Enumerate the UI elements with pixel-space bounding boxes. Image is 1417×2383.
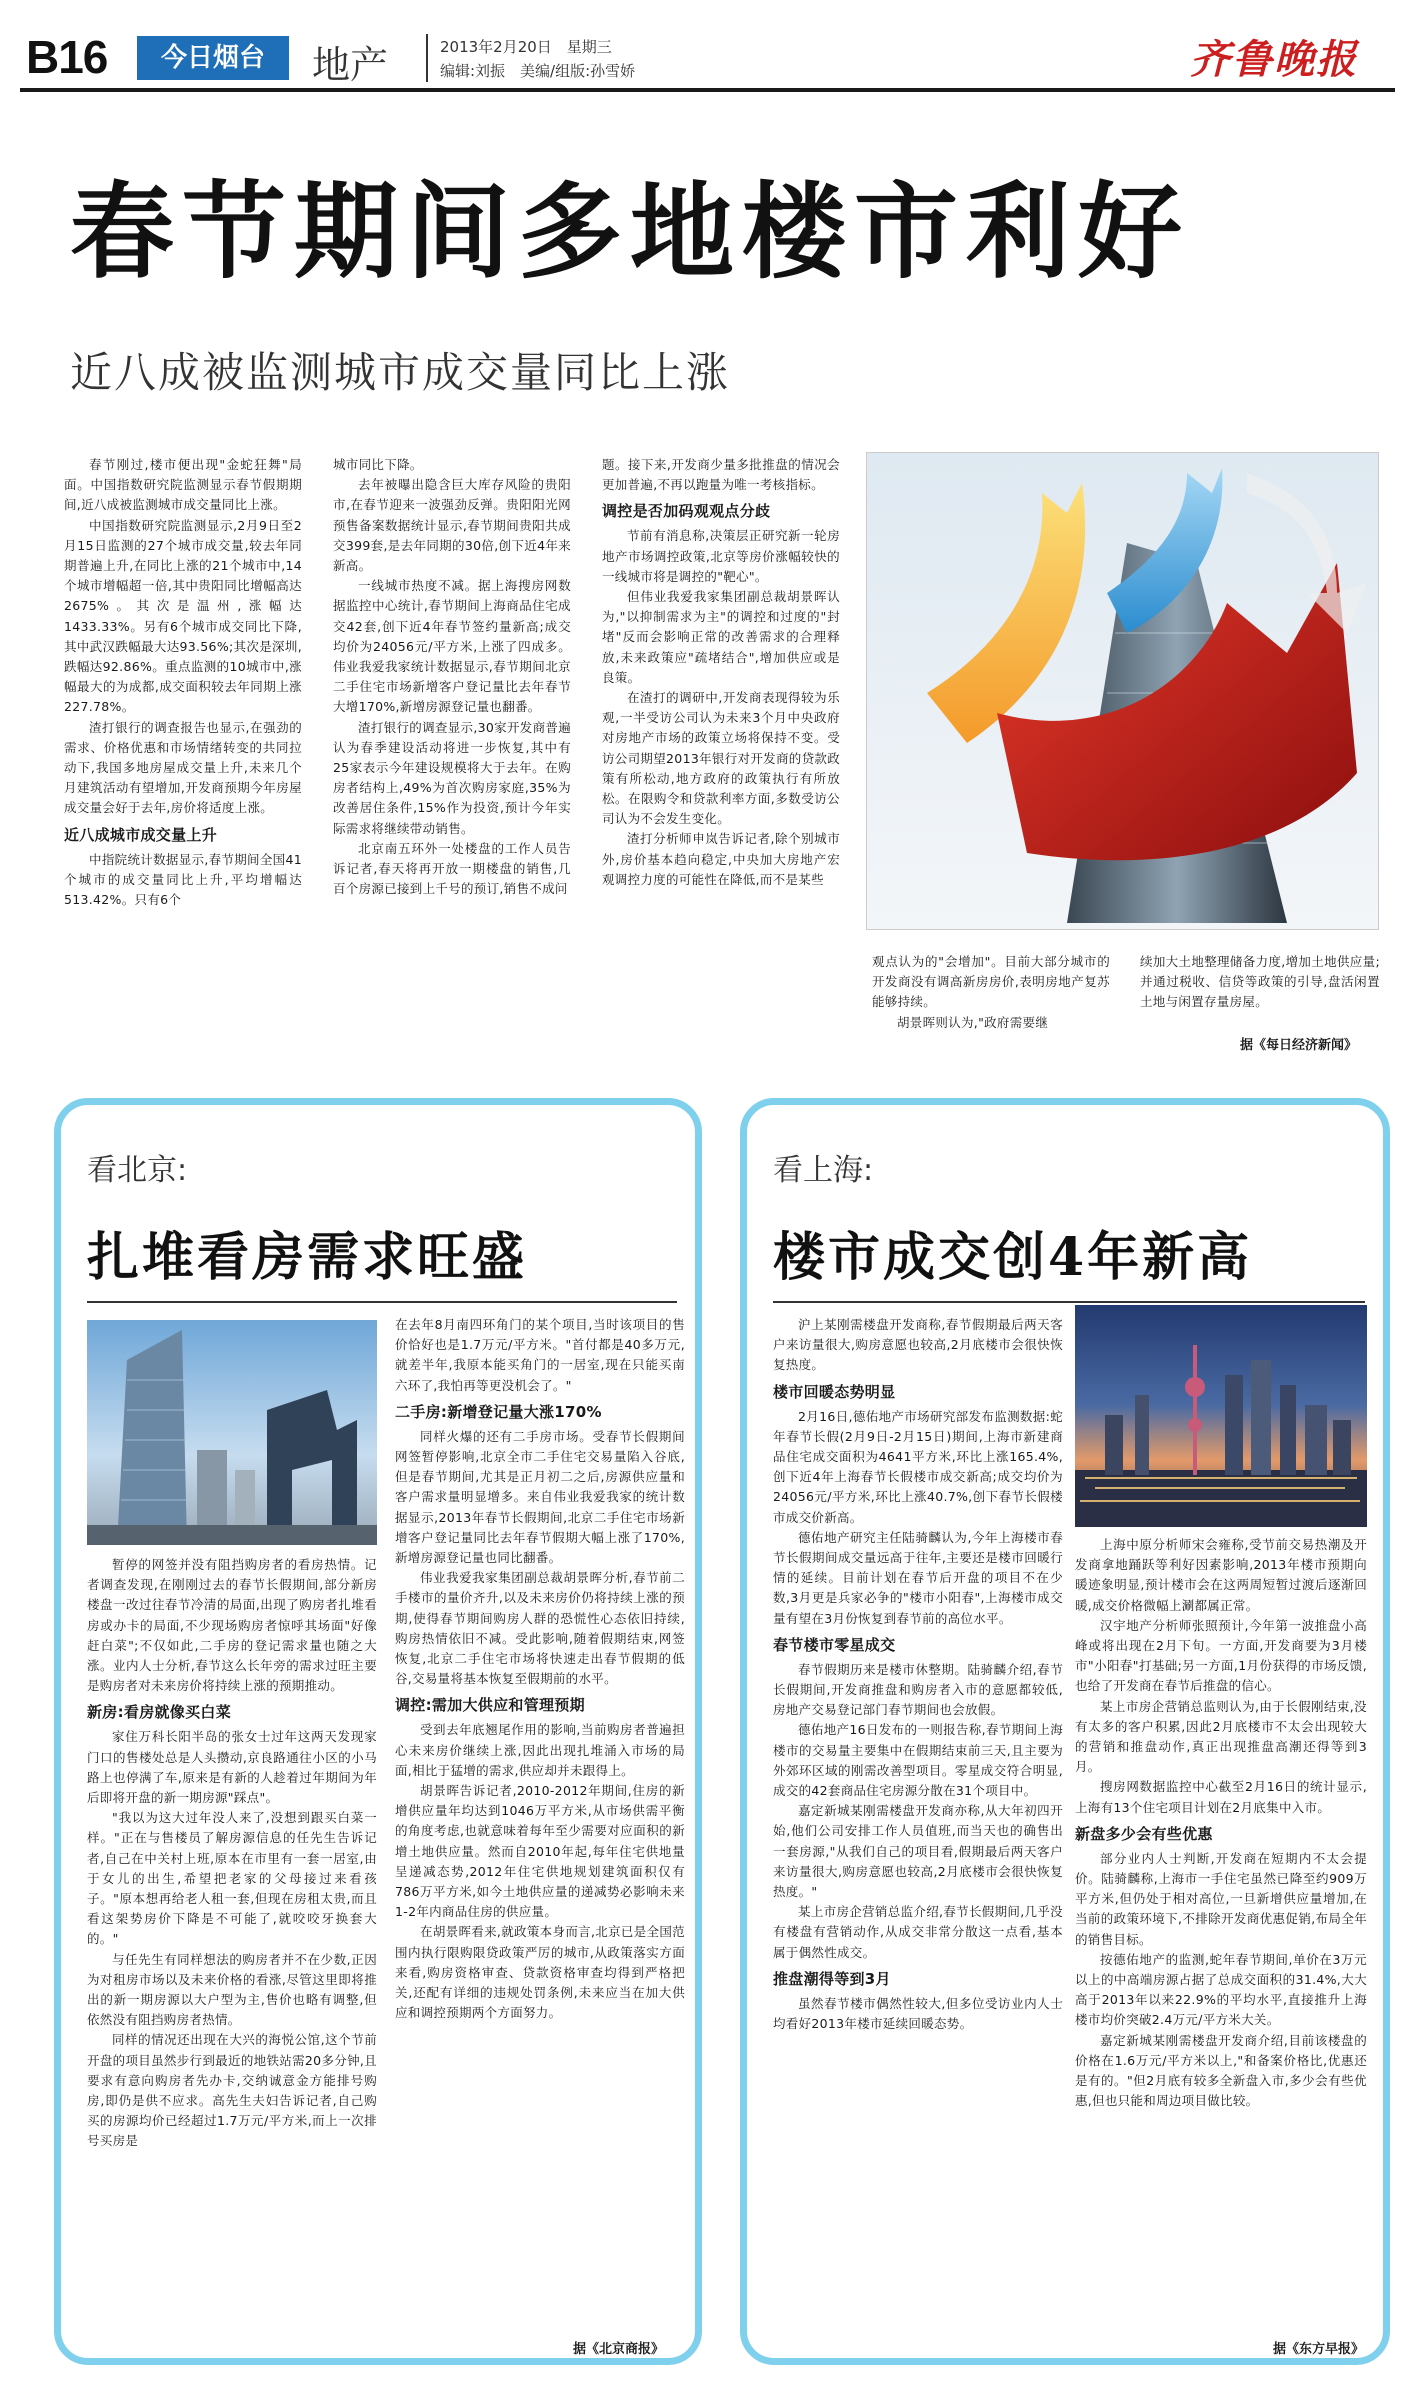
header-divider — [426, 34, 428, 82]
paragraph: 去年被曝出隐含巨大库存风险的贵阳市,在春节迎来一波强劲反弹。贵阳阳光网预售备案数据统计显示,春节期间贵阳共成交399套,是去年同期的30倍,创下近4年来新高。 — [333, 477, 571, 574]
paragraph: 按德佑地产的监测,蛇年春节期间,单价在3万元以上的中高端房源占据了总成交面积的31.4%,大大高于2013年以来22.9%的平均水平,直接推升上海楼市均价突破2.4万元/平方米大关。 — [1075, 1951, 1367, 2028]
beijing-col1 — [87, 1555, 377, 2355]
paragraph: 某上市房企营销总监介绍,春节长假期间,几乎没有楼盘有营销动作,从成交非常分散这一点看,基本属于偶然性成交。 — [773, 1904, 1063, 1960]
subhead: 新盘多少会有些优惠 — [1075, 1824, 1213, 1843]
subhead: 新房:看房就像买白菜 — [87, 1703, 231, 1722]
subhead: 楼市回暖态势明显 — [773, 1382, 896, 1401]
paragraph: 一线城市热度不减。据上海搜房网数据监控中心统计,春节期间上海商品住宅成交42套,创下近4年春节签约量新高;成交均价为24056元/平方米,上涨了四成多。伟业我爱我家统计数据显示,春节期间北京二手住宅市场新增客户登记量比去年春节大增170%,新增房源登记量也翻番。 — [333, 578, 571, 715]
paragraph: 受到去年底翘尾作用的影响,当前购房者普遍担心未来房价继续上涨,因此出现扎堆涌入市场的局面,相比于猛增的需求,供应却并未跟得上。 — [395, 1722, 685, 1778]
main-article-col1 — [64, 455, 302, 1070]
paragraph: 渣打银行的调查报告也显示,在强劲的需求、价格优惠和市场情绪转变的共同拉动下,我国多地房屋成交量上升,未来几个月建筑活动有望增加,开发商预期今年房屋成交量会好于去年,房价将适度上涨。 — [64, 719, 302, 816]
beijing-title: 扎堆看房需求旺盛 — [87, 1227, 528, 1288]
paragraph: 沪上某刚需楼盘开发商称,春节假期最后两天客户来访量很大,购房意愿也较高,2月底楼市会很快恢复热度。 — [773, 1317, 1063, 1373]
paragraph: 北京南五环外一处楼盘的工作人员告诉记者,春天将再开放一期楼盘的销售,几百个房源已接到上千号的预订,销售不成问 — [333, 840, 571, 897]
paragraph: 渣打银行的调查显示,30家开发商普遍认为春季建设活动将进一步恢复,其中有25家表示今年建设规模将大于去年。在购房者结构上,49%为首次购房家庭,35%为改善居住条件,15%作为投资,预计今年实际需求将继续带动销售。 — [333, 719, 571, 836]
subhead: 推盘潮得等到3月 — [773, 1969, 891, 1988]
shanghai-col2 — [1075, 1535, 1367, 2355]
paragraph: 嘉定新城某刚需楼盘开发商介绍,目前该楼盘的价格在1.6万元/平方米以上,"和备案价格比,优惠还是有的。"但2月底有较多全新盘入市,多少会有些优惠,但也只能和周边项目做比较。 — [1075, 2032, 1367, 2109]
paragraph: 暂停的网签并没有阻挡购房者的看房热情。记者调查发现,在刚刚过去的春节长假期间,部分新房楼盘一改过往春节冷清的局面,出现了购房者扎堆看房或办卡的局面,不少现场购房者惊呼其场面"好像赶白菜";不仅如此,二手房的登记需求量也随之大涨。业内人士分析,春节这么长年旁的需求过旺主要是购房者对未来房价将持续上涨的预期推动。 — [87, 1557, 377, 1694]
shanghai-source: 据《东方早报》 — [1273, 2342, 1365, 2357]
paragraph: 中指院统计数据显示,春节期间全国41个城市的成交量同比上升,平均增幅达513.42%。只有6个 — [64, 851, 302, 908]
paragraph: "我以为这大过年没人来了,没想到跟买白菜一样。"正在与售楼员了解房源信息的任先生告诉记者,自己在中关村上班,原本在市里有一套一居室,由于女儿的出生,希望把老家的父母接过来看孩子。"原本想再给老人租一套,但现在房租太贵,而且看这架势房价下降是不可能了,就咬咬牙换套大的。" — [87, 1810, 377, 1947]
paragraph: 上海中原分析师宋会雍称,受节前交易热潮及开发商拿地踊跃等利好因素影响,2013年楼市预期向暖迹象明显,预计楼市会在这两周短暂过渡后逐渐回暖,成交价格微幅上涮都属正常。 — [1075, 1537, 1367, 1613]
main-subheadline: 近八成被监测城市成交量同比上涨 — [70, 348, 731, 397]
paragraph: 胡景晖告诉记者,2010-2012年期间,住房的新增供应量年均达到1046万平方米,从市场供需平衡的角度考虑,也就意味着每年至少需要对应面积的新增土地供应量。然而自2010年起,每年住宅供地量呈递减态势,2012年住宅供地规划建筑面积仅有786万平方米,如今土地供应量的递减势必影响未来1-2年内商品住房的供应量。 — [395, 1783, 685, 1920]
column-name: 地产 — [312, 43, 389, 87]
paragraph: 嘉定新城某刚需楼盘开发商亦称,从大年初四开始,他们公司安排工作人员值班,而当天也的确售出一套房源,"从我们自己的项目看,假期最后两天客户来访量很大,购房意愿也较高,2月底楼市会很快恢复热度。" — [773, 1803, 1063, 1900]
header-date: 2013年2月20日 星期三 — [440, 38, 612, 56]
paragraph: 2月16日,德佑地产市场研究部发布监测数据:蛇年春节长假(2月9日-2月15日)期间,上海市新建商品住宅成交面积为4641平方米,环比上涨165.4%,创下近4年上海春节长假楼市成交新高;成交均价为24056元/平方米,环比上涨40.7%,创下春节长假楼市成交价新高。 — [773, 1408, 1063, 1525]
paragraph: 德佑地产16日发布的一则报告称,春节期间上海楼市的交易量主要集中在假期结束前三天,且主要为外郊环区域的刚需改善型项目。零星成交符合明显,成交的42套商品住宅房源分散在31个项目中。 — [773, 1722, 1063, 1799]
paragraph: 中国指数研究院监测显示,2月9日至2月15日监测的27个城市成交量,较去年同期普遍上升,在同比上涨的21个城市中,14个城市增幅超一倍,其中贵阳同比增幅高达2675%。其次是温州,涨幅达1433.33%。另有6个城市成交同比下降,其中武汉跌幅最大达93.56%;其次是深圳,跌幅达92.86%。重点监测的10城市中,涨幅最大的为成都,成交面积较去年同期上涨227.78%。 — [64, 517, 302, 715]
beijing-source: 据《北京商报》 — [573, 2342, 665, 2357]
paragraph: 渣打分析师申岚告诉记者,除个别城市外,房价基本趋向稳定,中央加大房地产宏观调控力度的可能性在降低,而不是某些 — [602, 831, 840, 887]
main-article-col4 — [872, 952, 1110, 1070]
paragraph: 春节刚过,楼市便出现"金蛇狂舞"局面。中国指数研究院监测显示春节假期期间,近八成被监测城市成交量同比上涨。 — [64, 457, 302, 513]
paragraph: 同样火爆的还有二手房市场。受春节长假期间网签暂停影响,北京全市二手住宅交易量陷入谷底,但是春节期间,尤其是正月初二之后,房源供应量和客户需求量明显增多。来自伟业我爱我家的统计数据显示,2013年春节长假期间,北京二手住宅市场新增客户登记量同比去年春节假期大幅上涨了170%,新增房源登记量也同比翻番。 — [395, 1428, 685, 1566]
shanghai-kicker: 看上海: — [773, 1153, 874, 1188]
subhead: 春节楼市零星成交 — [773, 1635, 896, 1654]
shanghai-title-rule — [773, 1301, 1365, 1303]
paragraph: 某上市房企营销总监则认为,由于长假刚结束,没有太多的客户积累,因此2月底楼市不太会出现较大的营销和推盘动作,真正出现推盘高潮还得等到3月。 — [1075, 1698, 1367, 1775]
main-article-col2 — [333, 455, 571, 1070]
subhead: 近八成城市成交量上升 — [64, 825, 218, 844]
header-editor: 编辑:刘振 美编/组版:孙雪娇 — [440, 62, 636, 80]
main-article-col3 — [602, 455, 840, 1070]
paragraph: 搜房网数据监控中心截至2月16日的统计显示,上海有13个住宅项目计划在2月底集中入市。 — [1075, 1779, 1367, 1815]
shanghai-skyline-image — [1075, 1305, 1367, 1527]
paragraph: 春节假期历来是楼市休整期。陆骑麟介绍,春节长假期间,开发商推盘和购房者入市的意愿都较低,房地产交易登记部门春节期间也会放假。 — [773, 1661, 1063, 1718]
paragraph: 在胡景晖看来,就政策本身而言,北京已是全国范围内执行限购限贷政策严厉的城市,从政策落实方面来看,购房资格审查、贷款资格审查均得到严格把关,还配有详细的违规处罚条例,未来应当在加大供应和调控预期两个方面努力。 — [395, 1924, 685, 2021]
paragraph: 德佑地产研究主任陆骑麟认为,今年上海楼市春节长假期间成交量远高于往年,主要还是楼市回暖行情的延续。目前计划在春节后开盘的项目不在少数,3月更是兵家必争的"楼市小阳春",上海楼市成交量有望在3月份恢复到春节前的高位水平。 — [773, 1529, 1063, 1626]
beijing-col2 — [395, 1315, 685, 2355]
beijing-box — [54, 1098, 702, 2365]
shanghai-col1 — [773, 1315, 1063, 2355]
main-headline: 春节期间多地楼市利好 — [70, 171, 1191, 293]
paragraph: 在渣打的调研中,开发商表现得较为乐观,一半受访公司认为未来3个月中央政府对房地产市场的政策立场将保持不变。受访公司期望2013年银行对开发商的贷款政策有所松动,地方政府的政策执行有所放松。在限购令和贷款利率方面,多数受访公司认为不会发生变化。 — [602, 690, 840, 827]
paragraph: 汉宇地产分析师张照预计,今年第一波推盘小高峰或将出现在2月下旬。一方面,开发商要为3月楼市"小阳春"打基础;另一方面,1月份获得的市场反馈,也给了开发商在春节后推盘的信心。 — [1075, 1617, 1367, 1694]
skyscraper-arrows-image — [866, 452, 1379, 930]
subhead: 二手房:新增登记量大涨170% — [395, 1402, 602, 1421]
paragraph: 观点认为的"会增加"。目前大部分城市的开发商没有调高新房房价,表明房地产复苏能够持续。 — [872, 954, 1110, 1010]
paragraph: 续加大土地整理储备力度,增加土地供应量;并通过税收、信贷等政策的引导,盘活闲置土地与闲置存量房屋。 — [1140, 954, 1380, 1010]
subhead: 调控是否加码观观点分歧 — [602, 502, 771, 521]
page-number: B16 — [26, 31, 108, 83]
main-article-col5 — [1140, 952, 1380, 1047]
paragraph: 部分业内人士判断,开发商在短期内不太会提价。陆骑麟称,上海市一手住宅虽然已降至约909万平方米,但仍处于相对高位,一旦新增供应量增加,在当前的政策环境下,不排除开发商优惠促销,布局全年的销售目标。 — [1075, 1850, 1367, 1947]
beijing-title-rule — [87, 1301, 677, 1303]
paragraph: 胡景晖则认为,"政府需要继 — [897, 1014, 1049, 1030]
main-article-source: 据《每日经济新闻》 — [1240, 1038, 1358, 1053]
beijing-kicker: 看北京: — [87, 1153, 188, 1188]
beijing-cctv-image — [87, 1320, 377, 1545]
paragraph: 城市同比下降。 — [333, 457, 423, 472]
paragraph: 题。接下来,开发商少量多批推盘的情况会更加普遍,不再以跑量为唯一考核指标。 — [602, 457, 840, 493]
newspaper-logo: 齐鲁晚报 — [1190, 36, 1358, 83]
paragraph: 但伟业我爱我家集团副总裁胡景晖认为,"以抑制需求为主"的调控和过度的"封堵"反而会影响正常的改善需求的合理释放,未来政策应"疏堵结合",增加供应或是良策。 — [602, 589, 840, 685]
paragraph: 节前有消息称,决策层正研究新一轮房地产市场调控政策,北京等房价涨幅较快的一线城市将是调控的"靶心"。 — [602, 528, 840, 584]
paragraph: 家住万科长阳半岛的张女士过年这两天发现家门口的售楼处总是人头攒动,京良路通往小区的小马路上也停满了车,原来是有新的人趁着过年期间为年后即将开盘的新一期房源"踩点"。 — [87, 1729, 377, 1806]
paragraph: 同样的情况还出现在大兴的海悦公馆,这个节前开盘的项目虽然步行到最近的地铁站需20多分钟,且要求有意向购房者先办卡,交纳诚意金方能排号购房,即仍是供不应求。高先生夫妇告诉记者,自己购买的房源均价已经超过1.7万元/平方米,而上一次排号买房是 — [87, 2032, 377, 2149]
subhead: 调控:需加大供应和管理预期 — [395, 1696, 585, 1715]
paragraph: 在去年8月南四环角门的某个项目,当时该项目的售价恰好也是1.7万元/平方米。"首付都是40多万元,就差半年,我原本能买角门的一居室,现在只能买南六环了,我怕再等更没机会了。" — [395, 1317, 685, 1393]
paragraph: 伟业我爱我家集团副总裁胡景晖分析,春节前二手楼市的量价齐升,以及未来房价仍将持续上涨的预期,使得春节期间购房人群的恐慌性心态依旧持续,购房热情依旧不减。受此影响,随着假期结束,网签恢复,北京二手住宅市场将快速走出春节假期的低谷,交易量将基本恢复至假期前的水平。 — [395, 1570, 685, 1687]
shanghai-box — [740, 1098, 1390, 2365]
shanghai-title: 楼市成交创4年新高 — [773, 1227, 1253, 1288]
section-tag: 今日烟台 — [137, 36, 289, 80]
page-header — [0, 0, 1417, 88]
paragraph: 与任先生有同样想法的购房者并不在少数,正因为对租房市场以及未来价格的看涨,尽管这里即将推出的新一期房源以大户型为主,售价也略有调整,但依然没有阻挡购房者热情。 — [87, 1951, 377, 2028]
header-rule — [20, 88, 1395, 92]
paragraph: 虽然春节楼市偶然性较大,但多位受访业内人士均看好2013年楼市延续回暖态势。 — [773, 1995, 1063, 2032]
